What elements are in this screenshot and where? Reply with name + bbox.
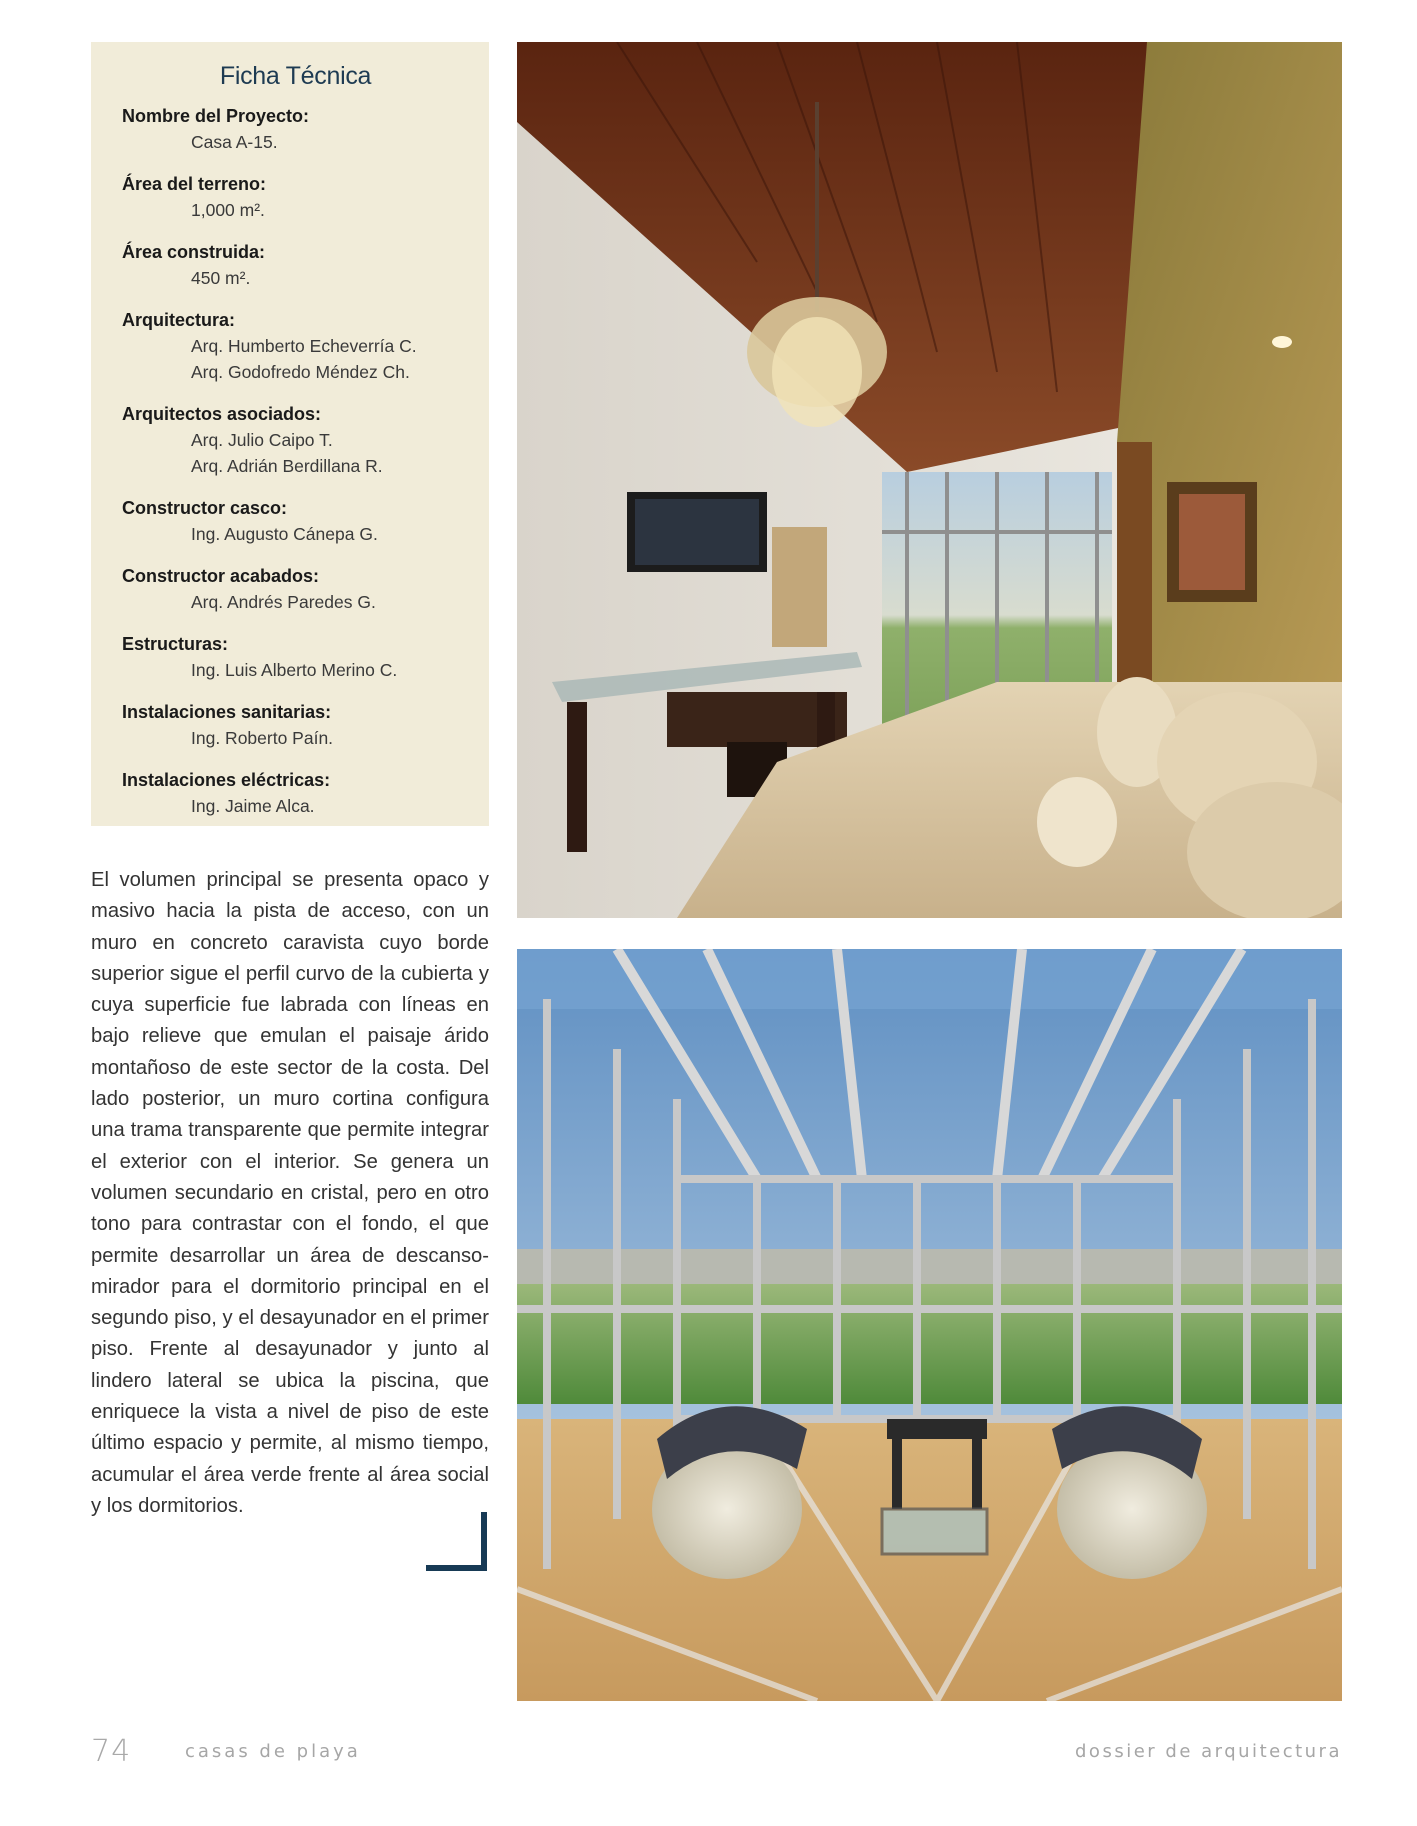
- ficha-entry: [122, 171, 469, 223]
- magazine-name: casas de playa: [185, 1741, 361, 1762]
- ficha-entry-label: Nombre del Proyecto:: [122, 106, 310, 126]
- ficha-entry: [122, 401, 469, 479]
- ficha-entry: [122, 767, 469, 819]
- ficha-entry: [122, 307, 469, 385]
- ficha-entry-label: Estructuras:: [122, 634, 229, 654]
- ficha-entry: [122, 239, 469, 291]
- ficha-entry-label: Arquitectura:: [122, 310, 236, 330]
- ficha-entry: [122, 699, 469, 751]
- glass-lookout-photo: [517, 949, 1342, 1701]
- ficha-entry-label: Instalaciones sanitarias:: [122, 702, 332, 722]
- ficha-entry: [122, 563, 469, 615]
- ficha-title: Ficha Técnica: [219, 62, 372, 90]
- ficha-entry-value: Ing. Roberto Paín.: [191, 728, 334, 748]
- ficha-entry-label: Constructor acabados:: [122, 566, 320, 586]
- ficha-tecnica-box: [91, 42, 489, 826]
- ficha-entry-label: Área construida:: [122, 242, 266, 262]
- ficha-entry-label: Arquitectos asociados:: [122, 404, 322, 424]
- section-name: dossier de arquitectura: [1075, 1741, 1342, 1762]
- ficha-entry-value: Casa A-15.: [191, 132, 278, 152]
- ficha-entry-label: Constructor casco:: [122, 498, 288, 518]
- ficha-entry-label: Instalaciones eléctricas:: [122, 770, 331, 790]
- ficha-entry-value: Ing. Augusto Cánepa G.: [191, 524, 378, 544]
- ficha-entry-label: Área del terreno:: [122, 174, 267, 194]
- ficha-entry-value: Arq. Adrián Berdillana R.: [191, 456, 383, 476]
- ficha-entry: [122, 631, 469, 683]
- ficha-entry-value: 450 m².: [191, 268, 251, 288]
- bedroom-photo: [517, 42, 1342, 918]
- ficha-entry-value: 1,000 m².: [191, 200, 265, 220]
- ficha-entry: [122, 495, 469, 547]
- ficha-entry-value: Ing. Jaime Alca.: [191, 796, 315, 816]
- ficha-entry-value: Arq. Humberto Echeverría C.: [191, 336, 417, 356]
- ficha-entries: [122, 103, 469, 819]
- page-number-text: 74: [91, 1734, 132, 1769]
- ficha-entry-value: Arq. Julio Caipo T.: [191, 430, 333, 450]
- ficha-entry-value: Ing. Luis Alberto Merino C.: [191, 660, 398, 680]
- ficha-entry-value: Arq. Andrés Paredes G.: [191, 592, 376, 612]
- ficha-entry-value: Arq. Godofredo Méndez Ch.: [191, 362, 410, 382]
- end-of-article-mark: [426, 1512, 487, 1571]
- ficha-entry: [122, 103, 469, 155]
- article-body: El volumen principal se presenta opaco y masivo hacia la pista de acceso, con un muro en concreto caravista cuyo borde superior sigue el perfil curvo de la cubierta y cuya superficie fue labrada con líneas en bajo relieve que emulan el paisaje árido montañoso de este sector de la costa. Del lado posterior, un muro cortina configura una trama transparente que permite integrar el exterior con el interior. Se genera un volumen secundario en cristal, pero en otro tono para contrastar con el fondo, el que permite desarrollar un área de descanso-mirador para el dormitorio principal en el segundo piso, y el desayunador en el primer piso. Frente al desayunador y junto al lindero lateral se ubica la piscina, que enriquece la vista a nivel de piso de este último espacio y permite, al mismo tiempo, acumular el área verde frente al área social y los dormitorios.: [91, 869, 489, 1517]
- page-number: [91, 1734, 131, 1769]
